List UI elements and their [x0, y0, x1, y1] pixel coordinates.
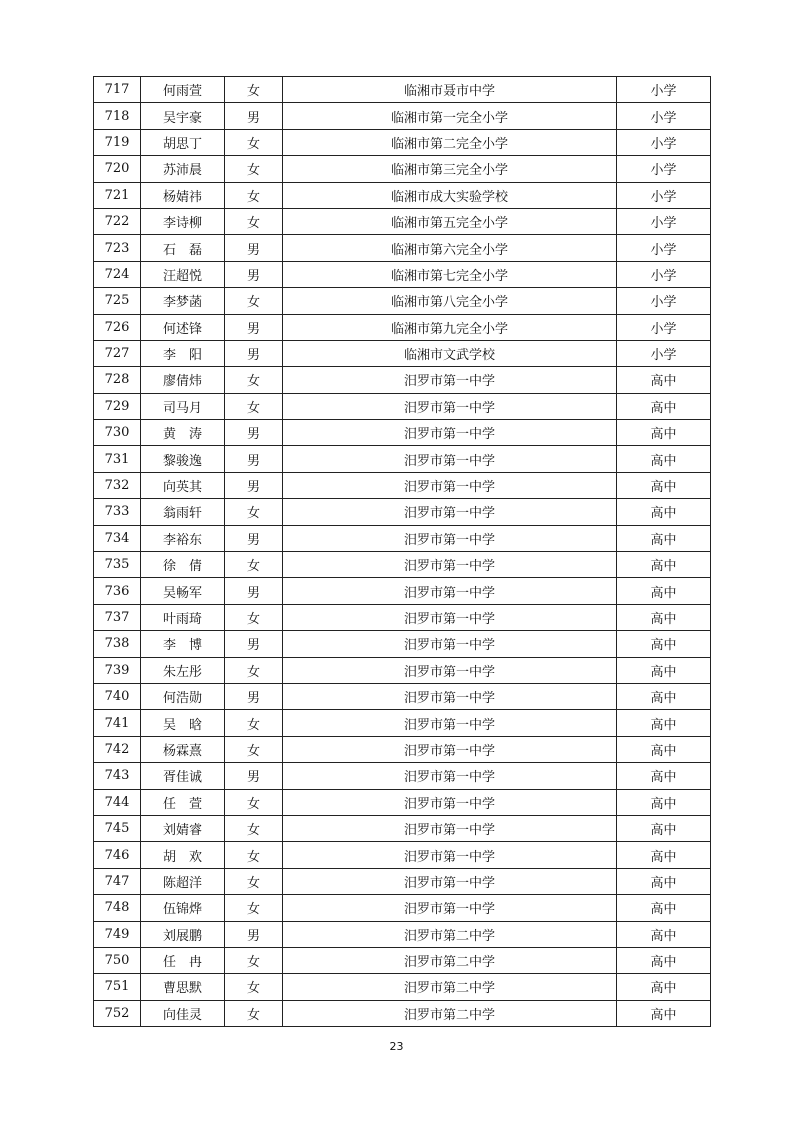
gender-cell: 男	[225, 446, 283, 472]
row-number-cell: 740	[94, 683, 141, 709]
table-row	[94, 842, 711, 868]
gender-cell: 女	[225, 1000, 283, 1026]
school-cell: 汨罗市第一中学	[283, 578, 617, 604]
row-number-cell: 729	[94, 393, 141, 419]
level-cell: 高中	[617, 868, 711, 894]
name-cell: 任 冉	[141, 947, 225, 973]
level-cell: 高中	[617, 499, 711, 525]
table-row	[94, 235, 711, 261]
row-number-cell: 722	[94, 208, 141, 234]
school-cell: 临湘市第九完全小学	[283, 314, 617, 340]
name-cell: 何述锋	[141, 314, 225, 340]
row-number-cell: 718	[94, 103, 141, 129]
level-cell: 高中	[617, 683, 711, 709]
level-cell: 高中	[617, 895, 711, 921]
gender-cell: 男	[225, 261, 283, 287]
level-cell: 高中	[617, 736, 711, 762]
school-cell: 汨罗市第一中学	[283, 842, 617, 868]
school-cell: 汨罗市第一中学	[283, 499, 617, 525]
table-row	[94, 974, 711, 1000]
name-cell: 黎骏逸	[141, 446, 225, 472]
level-cell: 小学	[617, 261, 711, 287]
table-row	[94, 420, 711, 446]
table-row	[94, 129, 711, 155]
gender-cell: 女	[225, 842, 283, 868]
name-cell: 刘婧睿	[141, 815, 225, 841]
name-cell: 曹思默	[141, 974, 225, 1000]
table-row	[94, 947, 711, 973]
school-cell: 临湘市第八完全小学	[283, 288, 617, 314]
gender-cell: 男	[225, 235, 283, 261]
table-row	[94, 156, 711, 182]
level-cell: 小学	[617, 156, 711, 182]
row-number-cell: 728	[94, 367, 141, 393]
name-cell: 吴畅军	[141, 578, 225, 604]
school-cell: 汨罗市第一中学	[283, 420, 617, 446]
row-number-cell: 742	[94, 736, 141, 762]
table-row	[94, 314, 711, 340]
table-row	[94, 261, 711, 287]
name-cell: 徐 倩	[141, 552, 225, 578]
level-cell: 高中	[617, 657, 711, 683]
gender-cell: 男	[225, 525, 283, 551]
school-cell: 汨罗市第一中学	[283, 815, 617, 841]
level-cell: 小学	[617, 103, 711, 129]
gender-cell: 女	[225, 789, 283, 815]
gender-cell: 男	[225, 103, 283, 129]
school-cell: 汨罗市第二中学	[283, 1000, 617, 1026]
level-cell: 高中	[617, 763, 711, 789]
school-cell: 汨罗市第一中学	[283, 367, 617, 393]
row-number-cell: 725	[94, 288, 141, 314]
gender-cell: 女	[225, 288, 283, 314]
school-cell: 汨罗市第一中学	[283, 525, 617, 551]
gender-cell: 女	[225, 77, 283, 103]
table-row	[94, 868, 711, 894]
name-cell: 叶雨琦	[141, 604, 225, 630]
row-number-cell: 723	[94, 235, 141, 261]
level-cell: 高中	[617, 604, 711, 630]
level-cell: 小学	[617, 77, 711, 103]
gender-cell: 女	[225, 499, 283, 525]
level-cell: 高中	[617, 472, 711, 498]
row-number-cell: 752	[94, 1000, 141, 1026]
name-cell: 胡思丁	[141, 129, 225, 155]
gender-cell: 女	[225, 895, 283, 921]
row-number-cell: 736	[94, 578, 141, 604]
gender-cell: 男	[225, 420, 283, 446]
school-cell: 汨罗市第一中学	[283, 736, 617, 762]
school-cell: 汨罗市第一中学	[283, 763, 617, 789]
row-number-cell: 739	[94, 657, 141, 683]
row-number-cell: 746	[94, 842, 141, 868]
name-cell: 杨婧祎	[141, 182, 225, 208]
level-cell: 小学	[617, 182, 711, 208]
row-number-cell: 745	[94, 815, 141, 841]
level-cell: 小学	[617, 288, 711, 314]
table-row	[94, 103, 711, 129]
level-cell: 小学	[617, 208, 711, 234]
name-cell: 杨霖熹	[141, 736, 225, 762]
level-cell: 高中	[617, 393, 711, 419]
name-cell: 向英其	[141, 472, 225, 498]
table-row	[94, 763, 711, 789]
school-cell: 汨罗市第二中学	[283, 921, 617, 947]
table-row	[94, 631, 711, 657]
row-number-cell: 724	[94, 261, 141, 287]
table-row	[94, 393, 711, 419]
name-cell: 陈超洋	[141, 868, 225, 894]
name-cell: 吴 晗	[141, 710, 225, 736]
table-row	[94, 736, 711, 762]
name-cell: 李 阳	[141, 340, 225, 366]
row-number-cell: 733	[94, 499, 141, 525]
roster-table	[93, 76, 711, 1027]
row-number-cell: 749	[94, 921, 141, 947]
gender-cell: 女	[225, 710, 283, 736]
school-cell: 汨罗市第一中学	[283, 552, 617, 578]
table-row	[94, 1000, 711, 1026]
school-cell: 汨罗市第一中学	[283, 604, 617, 630]
name-cell: 胥佳诚	[141, 763, 225, 789]
table-row	[94, 208, 711, 234]
name-cell: 何浩勋	[141, 683, 225, 709]
row-number-cell: 731	[94, 446, 141, 472]
level-cell: 高中	[617, 815, 711, 841]
gender-cell: 男	[225, 683, 283, 709]
school-cell: 汨罗市第一中学	[283, 895, 617, 921]
gender-cell: 男	[225, 921, 283, 947]
gender-cell: 女	[225, 367, 283, 393]
level-cell: 高中	[617, 446, 711, 472]
name-cell: 李裕东	[141, 525, 225, 551]
table-row	[94, 446, 711, 472]
table-row	[94, 657, 711, 683]
school-cell: 临湘市第二完全小学	[283, 129, 617, 155]
gender-cell: 女	[225, 182, 283, 208]
row-number-cell: 726	[94, 314, 141, 340]
gender-cell: 男	[225, 578, 283, 604]
school-cell: 临湘市第五完全小学	[283, 208, 617, 234]
row-number-cell: 738	[94, 631, 141, 657]
school-cell: 汨罗市第一中学	[283, 683, 617, 709]
gender-cell: 女	[225, 129, 283, 155]
table-row	[94, 683, 711, 709]
name-cell: 李梦菡	[141, 288, 225, 314]
name-cell: 苏沛晨	[141, 156, 225, 182]
table-row	[94, 367, 711, 393]
school-cell: 临湘市第七完全小学	[283, 261, 617, 287]
gender-cell: 男	[225, 472, 283, 498]
row-number-cell: 744	[94, 789, 141, 815]
name-cell: 李诗柳	[141, 208, 225, 234]
table-row	[94, 288, 711, 314]
row-number-cell: 737	[94, 604, 141, 630]
school-cell: 临湘市第六完全小学	[283, 235, 617, 261]
table-row	[94, 77, 711, 103]
table-row	[94, 921, 711, 947]
school-cell: 临湘市聂市中学	[283, 77, 617, 103]
level-cell: 小学	[617, 340, 711, 366]
name-cell: 黄 涛	[141, 420, 225, 446]
name-cell: 向佳灵	[141, 1000, 225, 1026]
level-cell: 高中	[617, 1000, 711, 1026]
school-cell: 汨罗市第二中学	[283, 974, 617, 1000]
gender-cell: 女	[225, 604, 283, 630]
level-cell: 高中	[617, 842, 711, 868]
row-number-cell: 748	[94, 895, 141, 921]
table-row	[94, 578, 711, 604]
gender-cell: 女	[225, 815, 283, 841]
school-cell: 汨罗市第一中学	[283, 393, 617, 419]
table-row	[94, 815, 711, 841]
gender-cell: 女	[225, 947, 283, 973]
row-number-cell: 719	[94, 129, 141, 155]
gender-cell: 男	[225, 763, 283, 789]
row-number-cell: 747	[94, 868, 141, 894]
table-row	[94, 499, 711, 525]
level-cell: 高中	[617, 974, 711, 1000]
name-cell: 廖倩炜	[141, 367, 225, 393]
row-number-cell: 717	[94, 77, 141, 103]
name-cell: 任 萱	[141, 789, 225, 815]
name-cell: 何雨萱	[141, 77, 225, 103]
name-cell: 汪超悦	[141, 261, 225, 287]
gender-cell: 女	[225, 974, 283, 1000]
level-cell: 小学	[617, 235, 711, 261]
table-row	[94, 340, 711, 366]
table-row	[94, 710, 711, 736]
table-row	[94, 182, 711, 208]
roster-table-body	[94, 77, 711, 1027]
row-number-cell: 734	[94, 525, 141, 551]
school-cell: 汨罗市第一中学	[283, 868, 617, 894]
school-cell: 临湘市第一完全小学	[283, 103, 617, 129]
table-row	[94, 552, 711, 578]
level-cell: 高中	[617, 578, 711, 604]
school-cell: 汨罗市第一中学	[283, 631, 617, 657]
row-number-cell: 750	[94, 947, 141, 973]
level-cell: 高中	[617, 525, 711, 551]
table-row	[94, 789, 711, 815]
gender-cell: 女	[225, 156, 283, 182]
school-cell: 汨罗市第二中学	[283, 947, 617, 973]
name-cell: 翁雨轩	[141, 499, 225, 525]
school-cell: 汨罗市第一中学	[283, 789, 617, 815]
gender-cell: 女	[225, 552, 283, 578]
school-cell: 汨罗市第一中学	[283, 710, 617, 736]
row-number-cell: 732	[94, 472, 141, 498]
row-number-cell: 735	[94, 552, 141, 578]
name-cell: 伍锦烨	[141, 895, 225, 921]
gender-cell: 女	[225, 657, 283, 683]
name-cell: 李 博	[141, 631, 225, 657]
name-cell: 吴宇豪	[141, 103, 225, 129]
table-row	[94, 525, 711, 551]
level-cell: 小学	[617, 129, 711, 155]
level-cell: 高中	[617, 631, 711, 657]
name-cell: 石 磊	[141, 235, 225, 261]
row-number-cell: 721	[94, 182, 141, 208]
level-cell: 高中	[617, 789, 711, 815]
level-cell: 小学	[617, 314, 711, 340]
school-cell: 汨罗市第一中学	[283, 446, 617, 472]
school-cell: 临湘市第三完全小学	[283, 156, 617, 182]
level-cell: 高中	[617, 552, 711, 578]
row-number-cell: 727	[94, 340, 141, 366]
level-cell: 高中	[617, 921, 711, 947]
row-number-cell: 720	[94, 156, 141, 182]
gender-cell: 男	[225, 340, 283, 366]
name-cell: 刘展鹏	[141, 921, 225, 947]
table-row	[94, 472, 711, 498]
school-cell: 临湘市文武学校	[283, 340, 617, 366]
gender-cell: 女	[225, 208, 283, 234]
school-cell: 汨罗市第一中学	[283, 472, 617, 498]
gender-cell: 男	[225, 314, 283, 340]
level-cell: 高中	[617, 710, 711, 736]
gender-cell: 男	[225, 631, 283, 657]
name-cell: 胡 欢	[141, 842, 225, 868]
row-number-cell: 730	[94, 420, 141, 446]
name-cell: 朱左彤	[141, 657, 225, 683]
level-cell: 高中	[617, 420, 711, 446]
school-cell: 临湘市成大实验学校	[283, 182, 617, 208]
level-cell: 高中	[617, 947, 711, 973]
page-number: 23	[389, 1040, 404, 1053]
row-number-cell: 741	[94, 710, 141, 736]
name-cell: 司马月	[141, 393, 225, 419]
table-row	[94, 895, 711, 921]
row-number-cell: 751	[94, 974, 141, 1000]
gender-cell: 女	[225, 393, 283, 419]
gender-cell: 女	[225, 868, 283, 894]
level-cell: 高中	[617, 367, 711, 393]
row-number-cell: 743	[94, 763, 141, 789]
school-cell: 汨罗市第一中学	[283, 657, 617, 683]
table-row	[94, 604, 711, 630]
gender-cell: 女	[225, 736, 283, 762]
